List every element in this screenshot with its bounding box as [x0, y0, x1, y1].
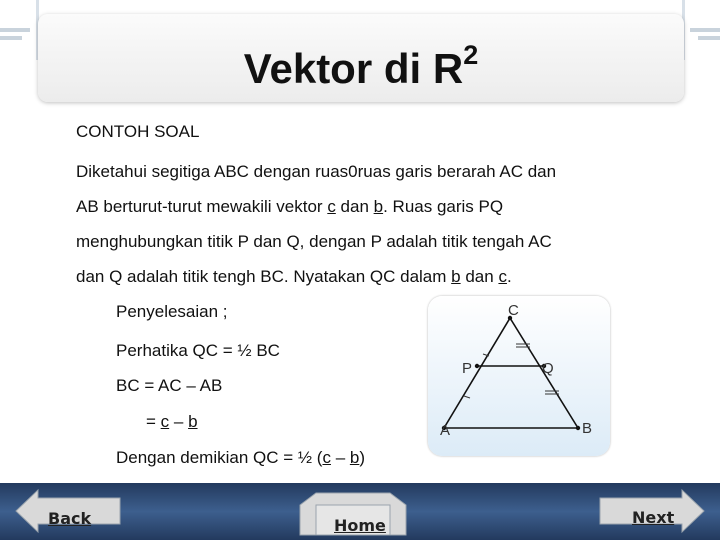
- text: dan Q adalah titik tengh BC. Nyatakan QC dalam: [76, 267, 452, 286]
- problem-text: [76, 154, 640, 294]
- next-label: Next: [632, 508, 675, 527]
- solution-label: Penyelesaian ;: [116, 302, 228, 321]
- problem-line-2: [76, 189, 640, 224]
- label-b: B: [582, 420, 593, 437]
- back-button[interactable]: [14, 488, 124, 534]
- problem-line-1: Diketahui segitiga ABC dengan ruas0ruas garis berarah AC dan: [76, 162, 557, 181]
- vector-c: c: [327, 197, 336, 216]
- text: Dengan demikian QC = ½ (: [116, 448, 323, 467]
- text: AB berturut-turut mewakili vektor: [76, 197, 328, 216]
- solution-step-2: BC = AC – AB: [116, 376, 223, 395]
- triangle-diagram: [428, 296, 610, 456]
- solution-step-4: [116, 448, 365, 468]
- tick-mark: [464, 396, 470, 398]
- text: ): [359, 448, 366, 467]
- section-heading: CONTOH SOAL: [76, 122, 200, 141]
- solution-step-3: [146, 412, 198, 432]
- label-q: Q: [542, 360, 554, 377]
- slide-title: [38, 40, 684, 93]
- text: –: [169, 412, 189, 431]
- vector-c: c: [498, 267, 507, 286]
- decorative-bar: [0, 28, 30, 32]
- decorative-bar: [0, 36, 22, 40]
- title-banner: [38, 14, 684, 102]
- text: .: [506, 267, 512, 286]
- next-button[interactable]: [596, 488, 706, 534]
- vector-b: b: [188, 412, 198, 431]
- vector-c: c: [322, 448, 331, 467]
- text: dan: [335, 197, 374, 216]
- navigation-bar: [0, 483, 720, 540]
- back-label: Back: [48, 509, 92, 528]
- label-c: C: [508, 302, 519, 319]
- label-a: A: [440, 422, 451, 439]
- label-p: P: [462, 360, 473, 377]
- decorative-bar: [690, 28, 720, 32]
- home-button[interactable]: [298, 491, 408, 537]
- text: dan: [460, 267, 499, 286]
- text: –: [330, 448, 350, 467]
- text: . Ruas garis PQ: [383, 197, 504, 216]
- decorative-bar: [698, 36, 720, 40]
- vector-b: b: [373, 197, 384, 216]
- problem-line-4: [76, 259, 640, 294]
- vector-c: c: [160, 412, 170, 431]
- point-p: [475, 364, 479, 368]
- point-b: [576, 426, 580, 430]
- side-ac: [444, 318, 510, 428]
- vector-b: b: [349, 448, 360, 467]
- text: =: [146, 412, 161, 431]
- home-label: Home: [334, 516, 386, 535]
- problem-line-3: menghubungkan titik P dan Q, dengan P adalah titik tengah AC: [76, 232, 552, 251]
- title-superscript: 2: [463, 40, 479, 70]
- vector-b: b: [451, 267, 461, 286]
- title-text: Vektor di R: [243, 45, 464, 92]
- solution-step-1: Perhatika QC = ½ BC: [116, 341, 280, 360]
